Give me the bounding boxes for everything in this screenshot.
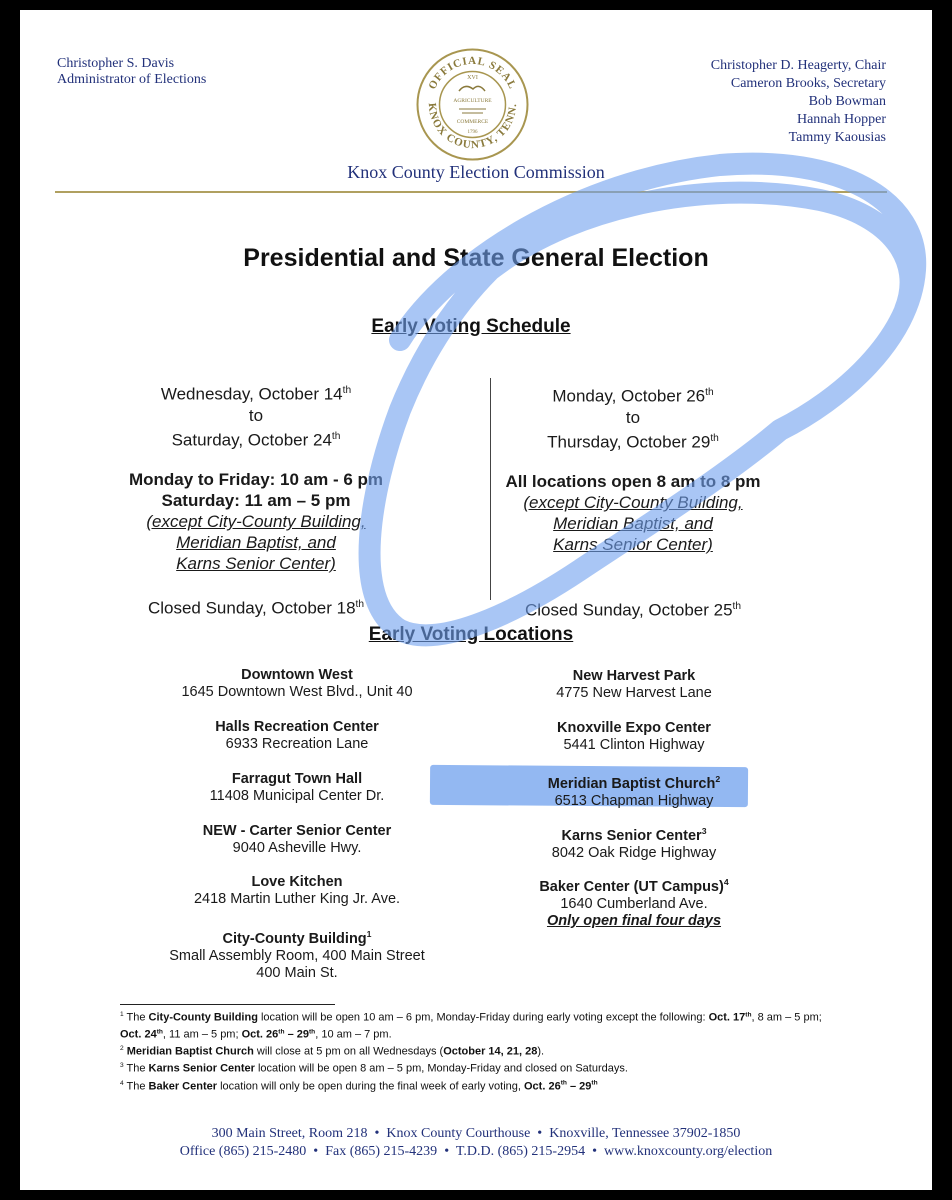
period2-note-2: Meridian Baptist, and — [553, 514, 713, 534]
location-name: New Harvest Park — [572, 668, 696, 684]
location-item: City-County Building$^1$ Small Assembly Room, 400 Main Street 400 Main St. — [77, 926, 517, 982]
commissioner: Hannah Hopper — [796, 112, 886, 127]
seal-bottom-text: KNOX COUNTY, TENN. — [425, 102, 520, 152]
location-address: 1645 Downtown West Blvd., Unit 40 — [181, 684, 413, 700]
footer-address: 300 Main Street, Room 218 • Knox County Courthouse • Knoxville, Tennessee 37902-1850 — [211, 1126, 741, 1141]
commissioner: Christopher D. Heagerty, Chair — [710, 58, 886, 73]
footer-website-link[interactable]: www.knoxcounty.org/election — [603, 1144, 773, 1159]
locations-heading-wrap — [20, 624, 922, 646]
locations-heading: Early Voting Locations — [368, 624, 574, 645]
location-name: Halls Recreation Center — [215, 719, 379, 735]
footer-city: Knoxville, Tennessee 37902-1850 — [549, 1126, 741, 1141]
schedule-heading-wrap — [20, 316, 922, 338]
schedule-period-1: Wednesday, October 14th to Saturday, October 24th Monday to Friday: 10 am - 6 pm Saturday: 11 am – 5 pm (except City-County Building, Meridian Baptist, and Karns Senior Center) Closed Sunday, October 18th — [36, 380, 476, 619]
commissioners-block — [711, 57, 886, 147]
location-name: Farragut Town Hall — [231, 771, 363, 787]
footer-fax: Fax (865) 215-4239 — [325, 1144, 438, 1159]
commissioner: Bob Bowman — [808, 94, 886, 109]
footnote-1: $^1$ The City-County Building location will be open 10 am – 6 pm, Monday-Friday during early voting except the following: Oct. 17th, 8 am – 5 pm; Oct. 24th, 11 am – 5 pm; Oct. 26th – 29th, 10 am – 7 pm. — [120, 1011, 822, 1041]
period1-note-2: Meridian Baptist, and — [176, 533, 336, 553]
seal-commerce: COMMERCE — [456, 119, 489, 125]
location-name: Knoxville Expo Center — [557, 720, 711, 736]
location-address: 11408 Municipal Center Dr. — [209, 788, 385, 804]
location-item: Karns Senior Center$^3$ 8042 Oak Ridge Highway — [414, 823, 854, 862]
footnote-4: $^4$ The Baker Center location will only be open during the final week of early voting, Oct. 26th – 29th — [120, 1079, 598, 1093]
location-address: 1640 Cumberland Ave. — [560, 895, 708, 912]
period2-note-1: (except City-County Building, — [523, 493, 743, 513]
period2-start: Monday, October 26 — [552, 386, 706, 406]
organization-name: Knox County Election Commission — [347, 162, 605, 182]
period1-end: Saturday, October 24 — [171, 430, 332, 450]
header-divider — [55, 191, 887, 193]
seal-agriculture: AGRICULTURE — [453, 98, 492, 104]
footnotes — [120, 1008, 840, 1094]
period1-closed: Closed Sunday, October 18 — [147, 598, 356, 618]
period1-to: to — [248, 405, 264, 425]
footer-tdd: T.D.D. (865) 215-2954 — [455, 1144, 586, 1159]
official-seal-icon — [415, 47, 530, 162]
location-address: 4775 New Harvest Lane — [556, 685, 712, 701]
schedule-heading: Early Voting Schedule — [371, 316, 571, 337]
footnote-3: $^3$ The Karns Senior Center location will be open 8 am – 5 pm, Monday-Friday and closed on Saturdays. — [120, 1062, 628, 1076]
commissioner: Tammy Kaousias — [788, 130, 886, 145]
period1-saturday-hours: Saturday: 11 am – 5 pm — [161, 491, 351, 511]
location-item: Meridian Baptist Church$^2$ 6513 Chapman Highway — [414, 771, 854, 810]
location-address: 9040 Asheville Hwy. — [232, 840, 362, 856]
period1-weekday-hours: Monday to Friday: 10 am - 6 pm — [128, 470, 384, 490]
location-name: Baker Center (UT Campus) — [539, 878, 724, 895]
period2-note-3: Karns Senior Center) — [553, 535, 713, 555]
location-name: NEW - Carter Senior Center — [202, 823, 392, 839]
period2-hours: All locations open 8 am to 8 pm — [505, 472, 761, 492]
period1-note-1: (except City-County Building, — [146, 512, 366, 532]
location-address: 6933 Recreation Lane — [225, 736, 369, 752]
footnote-2: $^2$ Meridian Baptist Church will close at 5 pm on all Wednesdays (October 14, 21, 28). — [120, 1045, 545, 1058]
location-address: 2418 Martin Luther King Jr. Ave. — [193, 891, 401, 907]
commissioner: Cameron Brooks, Secretary — [730, 76, 886, 91]
document-page — [20, 10, 932, 1190]
period1-note-3: Karns Senior Center) — [176, 554, 336, 574]
footer-contact: Office (865) 215-2480 • Fax (865) 215-4239 • T.D.D. (865) 215-2954 • www.knoxcounty.org/election — [179, 1144, 773, 1159]
location-address: Small Assembly Room, 400 Main Street — [169, 947, 425, 964]
location-address-2: 400 Main St. — [256, 964, 338, 981]
location-name: Love Kitchen — [251, 874, 343, 890]
location-name: Karns Senior Center — [561, 827, 702, 844]
location-item: Baker Center (UT Campus)$^4$ 1640 Cumberland Ave. Only open final four days — [414, 874, 854, 930]
location-address: 8042 Oak Ridge Highway — [551, 844, 717, 861]
location-name: City-County Building — [222, 930, 367, 947]
seal-year: 1796 — [467, 130, 478, 135]
administrator-name: Christopher S. Davis — [57, 56, 175, 71]
period1-start: Wednesday, October 14 — [160, 384, 343, 404]
period2-closed: Closed Sunday, October 25 — [524, 600, 733, 620]
footer-office-phone: Office (865) 215-2480 — [179, 1144, 307, 1159]
seal-top-text: OFFICIAL SEAL — [426, 54, 519, 92]
period2-to: to — [625, 407, 641, 427]
location-note: Only open final four days — [546, 912, 722, 929]
period2-end: Thursday, October 29 — [547, 432, 711, 452]
seal-numeral: XVI — [467, 75, 478, 81]
location-name: Downtown West — [241, 667, 353, 683]
location-item — [414, 720, 854, 754]
location-address: 5441 Clinton Highway — [563, 737, 705, 753]
schedule-period-2: Monday, October 26th to Thursday, October 29th All locations open 8 am to 8 pm (except City-County Building, Meridian Baptist, and Karns Senior Center) Closed Sunday, October 25th — [413, 382, 853, 621]
footer-building: Knox County Courthouse — [386, 1126, 531, 1141]
administrator-title: Administrator of Elections — [57, 72, 207, 87]
footer-street: 300 Main Street, Room 218 — [211, 1126, 368, 1141]
location-name: Meridian Baptist Church — [547, 775, 716, 792]
document-title: Presidential and State General Election — [243, 244, 709, 272]
administrator-block — [57, 56, 206, 88]
footnote-divider — [120, 1004, 335, 1005]
location-item — [414, 668, 854, 702]
location-address: 6513 Chapman Highway — [554, 792, 714, 809]
